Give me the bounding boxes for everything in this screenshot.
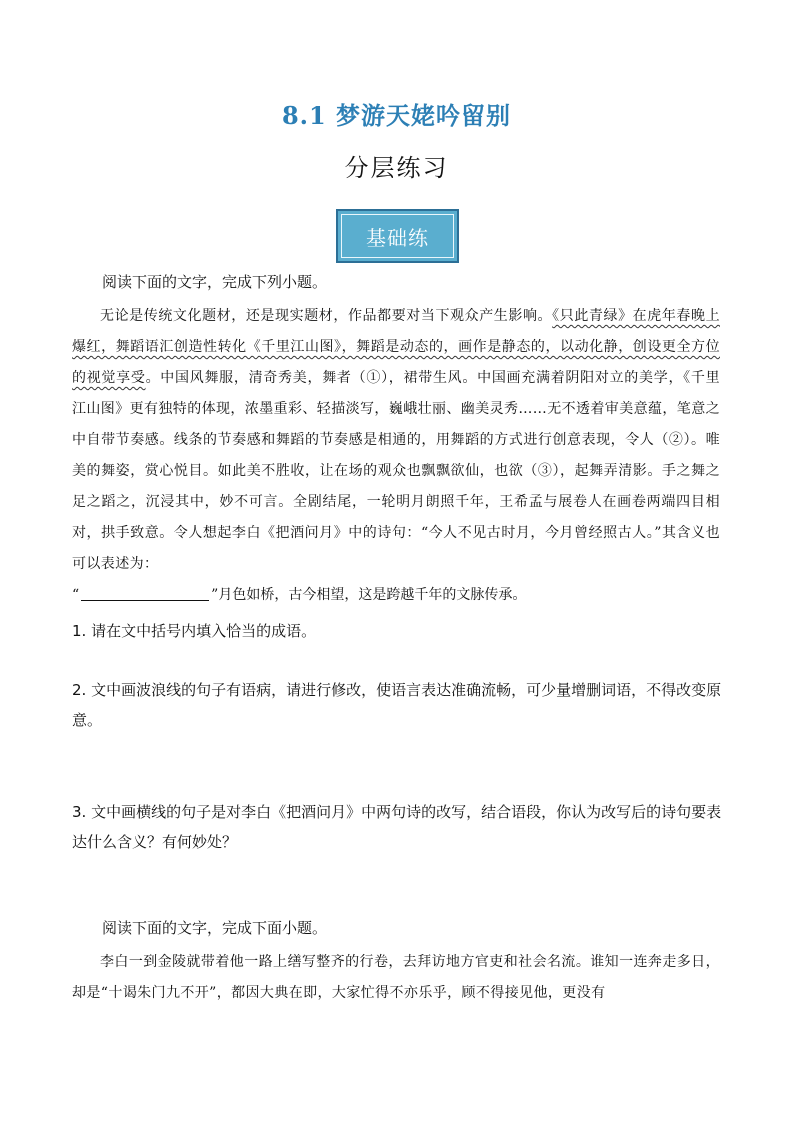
page-title: 8.1 梦游天姥吟留别 bbox=[281, 101, 512, 130]
question-1: 1. 请在文中括号内填入恰当的成语。 bbox=[72, 622, 317, 640]
question-3: 3. 文中画横线的句子是对李白《把酒问月》中两句诗的改写，结合语段，你认为改写后的诗句要表达什么含义？有何妙处？ bbox=[72, 803, 722, 851]
passage-intro: 无论是传统文化题材，还是现实题材，作品都要对当下观众产生影响。 bbox=[100, 308, 553, 324]
wavy-underlined-sentence: 《只此青绿》在虎年春晚上爆红，舞蹈语汇创造性转化《千里江山图》，舞蹈是动态的，画作是静态的，以动化静，创设更全方位的视觉享受 bbox=[72, 308, 720, 386]
answer-blank[interactable] bbox=[81, 584, 209, 601]
section-badge bbox=[336, 209, 459, 263]
section1-instruction: 阅读下面的文字，完成下列小题。 bbox=[102, 273, 328, 291]
blank-suffix: ”月色如桥，古今相望，这是跨越千年的文脉传承。 bbox=[211, 587, 527, 603]
question-2: 2. 文中画波浪线的句子有语病，请进行修改，使语言表达准确流畅，可少量增删词语，不得改变原意。 bbox=[72, 681, 722, 729]
fill-blank-line bbox=[72, 583, 722, 607]
section2-passage: 李白一到金陵就带着他一路上缮写整齐的行卷，去拜访地方官吏和社会名流。谁知一连奔走多日，却是“十谒朱门九不开”，都因大典在即，大家忙得不亦乐乎，顾不得接见他，更没有 bbox=[72, 954, 720, 1001]
badge-label: 基础练 bbox=[366, 225, 429, 250]
section2-instruction: 阅读下面的文字，完成下面小题。 bbox=[102, 919, 328, 937]
section1-passage bbox=[72, 301, 720, 580]
blank-prefix: “ bbox=[72, 587, 80, 603]
passage-rest: 。中国风舞服，清奇秀美，舞者（①），裙带生风。中国画充满着阴阳对立的美学，《千里江山图》更有独特的体现，浓墨重彩、轻描淡写，巍峨壮丽、幽美灵秀……无不透着审美意蕴，笔意之中自带节奏感。线条的节奏感和舞蹈的节奏感是相通的，用舞蹈的方式进行创意表现，令人（②）。唯美的舞姿，赏心悦目。如此美不胜收，让在场的观众也飘飘欲仙，也欲（③），起舞弄清影。手之舞之足之蹈之，沉浸其中，妙不可言。全剧结尾，一轮明月朗照千年，王希孟与展卷人在画卷两端四目相对，拱手致意。令人想起李白《把酒问月》中的诗句：“今人不见古时月，今月曾经照古人。”其含义也可以表述为： bbox=[72, 370, 721, 572]
page-subtitle: 分层练习 bbox=[344, 154, 449, 182]
